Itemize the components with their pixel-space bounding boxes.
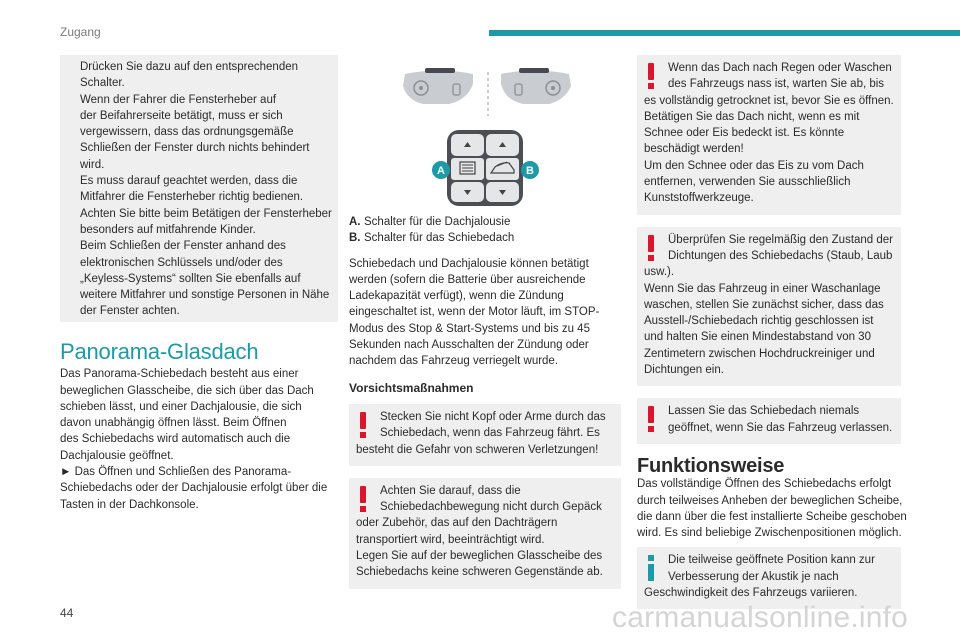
callout-a-label: A <box>437 165 445 177</box>
subheading-precautions: Vorsichtsmaßnahmen <box>349 380 474 395</box>
text-line: Das vollständige Öffnen des Schiebedachs erfolgt <box>637 478 892 491</box>
roof-console-illustration <box>349 58 621 208</box>
warning-line: es vollständig getrocknet ist, bevor Sie es öffnen. <box>644 94 894 107</box>
text-line: Schiebedachs oder der Dachjalousie erfolgt über die <box>60 482 328 495</box>
text-line: davon unabhängig öffnen lässt. Beim Öffnen <box>60 417 287 430</box>
text-line: Sekunden nach Ausschalten der Zündung oder <box>349 339 589 352</box>
text-line: schieben lässt, und einer Dachjalousie, die sich <box>60 400 302 413</box>
text-line: eingeschaltet ist, wenn der Motor läuft, im STOP- <box>349 306 600 319</box>
warning-box <box>637 398 901 444</box>
warning-line: beschädigt werden! <box>644 143 744 156</box>
text-line: Ladekapazität verfügt), wenn die Zündung <box>349 290 564 303</box>
info-line: Die teilweise geöffnete Position kann zur <box>668 554 875 567</box>
warning-line: geöffnet, wenn Sie das Fahrzeug verlassen. <box>668 421 893 434</box>
box-line: vergewissern, dass das ordnungsgemäße <box>80 126 294 139</box>
info-line: Verbesserung der Akustik je nach <box>668 570 839 583</box>
operation-conditions-paragraph <box>349 256 621 370</box>
panorama-intro-paragraph <box>60 366 338 513</box>
box-line: weitere Mitfahrer und sonstige Personen in Nähe <box>80 289 330 302</box>
text-line: Dachjalousie geöffnet. <box>60 449 174 462</box>
legend-key: A. <box>349 216 361 228</box>
warning-exclamation-icon <box>357 412 369 438</box>
warning-exclamation-icon <box>357 486 369 512</box>
warning-line: und halten Sie einen Mindestabstand von 30 <box>644 331 871 344</box>
warning-line: Zentimetern zwischen Hochdruckreiniger und <box>644 347 875 360</box>
legend-text: Schalter für die Dachjalousie <box>364 216 511 228</box>
text-line: Das Panorama-Schiebedach besteht aus einer <box>60 368 299 381</box>
warning-line: Überprüfen Sie regelmäßig den Zustand der <box>668 233 894 246</box>
box-line: „Keyless-Systems“ sollten Sie ebenfalls auf <box>80 272 301 285</box>
section-heading-function: Funktionsweise <box>637 454 785 477</box>
info-i-icon <box>645 555 657 581</box>
legend-row <box>349 214 621 230</box>
header-section-title: Zugang <box>60 25 101 39</box>
warning-box <box>349 404 621 466</box>
text-line: des Schiebedachs wird automatisch auch die <box>60 433 291 446</box>
box-line: besonders auf mitfahrende Kinder. <box>80 223 256 236</box>
warning-exclamation-icon <box>645 406 657 432</box>
text-line: Schiebedach und Dachjalousie können betätigt <box>349 257 589 270</box>
warning-line: Schiebedachbewegung nicht durch Gepäck <box>380 501 602 514</box>
callout-b-label: B <box>526 165 534 177</box>
box-line: Drücken Sie dazu auf den entsprechenden <box>80 61 299 73</box>
box-line: Beim Schließen der Fenster anhand des <box>80 240 286 253</box>
column-2 <box>349 58 621 601</box>
warning-line: Stecken Sie nicht Kopf oder Arme durch das <box>380 410 606 423</box>
warning-line: Schnee oder Eis bedeckt ist. Es könnte <box>644 127 845 140</box>
legend-key: B. <box>349 232 361 245</box>
rear-view-mirror-right-icon <box>501 68 571 104</box>
warning-line: Achten Sie darauf, dass die <box>380 484 521 497</box>
roof-console-figure <box>349 58 621 208</box>
box-line: Schalter. <box>80 77 125 90</box>
text-line: Modus des Stop & Start-Systems und bis zu 45 <box>349 322 590 335</box>
warning-line: usw.). <box>644 266 675 279</box>
warning-line: waschen, stellen Sie zunächst sicher, dass das <box>644 298 884 311</box>
box-line: Wenn der Fahrer die Fensterheber auf <box>80 93 277 106</box>
info-line: Geschwindigkeit des Fahrzeugs variieren. <box>644 587 858 600</box>
function-paragraph <box>637 476 907 541</box>
box-line: wird. <box>80 158 105 171</box>
box-line: Mitfahrer die Fensterheber richtig bedienen. <box>80 191 304 204</box>
box-line: der Fenster achten. <box>80 305 180 318</box>
warning-line: Dichtungen ein. <box>644 364 724 377</box>
warning-box <box>349 478 621 589</box>
header-accent-rule <box>489 30 960 36</box>
column-1 <box>60 55 338 519</box>
warning-line: Schiebedachs keine schweren Gegenstände ab. <box>356 566 603 579</box>
warning-line: Dichtungen des Schiebedachs (Staub, Laub <box>668 249 893 262</box>
warning-box <box>637 55 901 215</box>
warning-line: Um den Schnee oder das Eis zu vom Dach <box>644 159 864 172</box>
warning-box <box>637 227 901 387</box>
info-box-window-safety <box>60 55 338 322</box>
legend-text: Schalter für das Schiebedach <box>364 232 515 245</box>
box-line: der Beifahrerseite betätigt, muss er sich <box>80 109 283 122</box>
warning-line: entfernen, verwenden Sie ausschließlich <box>644 176 851 189</box>
warning-line: Wenn Sie das Fahrzeug in einer Waschanlage <box>644 282 881 295</box>
text-line: die dann über die fest installierte Scheibe geschoben <box>637 510 907 523</box>
page-number: 44 <box>60 606 74 620</box>
rear-view-mirror-left-icon <box>403 68 473 104</box>
legend-row <box>349 230 621 246</box>
column-3 <box>637 55 907 621</box>
section-heading-panorama: Panorama-Glasdach <box>60 339 259 364</box>
warning-line: Kunststoffwerkzeuge. <box>644 192 754 205</box>
box-line: elektronischen Schlüssels und/oder des <box>80 256 283 269</box>
box-line: Es muss darauf geachtet werden, dass die <box>80 175 298 188</box>
warning-line: des Fahrzeugs nass ist, warten Sie ab, bis <box>668 78 885 91</box>
box-line: Schließen der Fenster durch nichts behindert <box>80 142 310 155</box>
warning-line: Lassen Sie das Schiebedach niemals <box>668 405 860 418</box>
warning-line: besteht die Gefahr von schweren Verletzungen! <box>356 443 599 456</box>
warning-line: transportiert wird, beeinträchtigt wird. <box>356 533 545 546</box>
warning-line: oder Zubehör, das auf den Dachträgern <box>356 517 558 530</box>
figure-legend <box>349 214 621 247</box>
warning-line: Wenn das Dach nach Regen oder Waschen <box>668 62 892 74</box>
box-line: Achten Sie bitte beim Betätigen der Fensterheber <box>80 207 332 220</box>
warning-line: Schiebedach, wenn das Fahrzeug fährt. Es <box>380 427 600 440</box>
warning-line: Legen Sie auf der beweglichen Glasscheibe des <box>356 550 603 563</box>
text-line: Tasten in der Dachkonsole. <box>60 498 199 511</box>
roof-control-pad <box>447 130 523 206</box>
text-line: beweglichen Glasscheibe, die sich über das Dach <box>60 384 314 397</box>
warning-line: Ausstell-/Schiebedach richtig geschlossen ist <box>644 315 874 328</box>
text-line: nachdem das Fahrzeug verriegelt wurde. <box>349 355 559 368</box>
text-line: durch teilweises Anheben der beweglichen Scheibe, <box>637 494 903 507</box>
text-line: ► Das Öffnen und Schließen des Panorama- <box>60 466 292 479</box>
warning-exclamation-icon <box>645 63 657 89</box>
watermark: carmanualsonline.info <box>612 601 909 634</box>
warning-exclamation-icon <box>645 235 657 261</box>
text-line: werden (sofern die Batterie über ausreichende <box>349 273 586 286</box>
text-line: wird. Es sind beliebige Zwischenpositionen möglich. <box>637 527 902 540</box>
warning-line: Betätigen Sie das Dach nicht, wenn es mit <box>644 110 860 123</box>
